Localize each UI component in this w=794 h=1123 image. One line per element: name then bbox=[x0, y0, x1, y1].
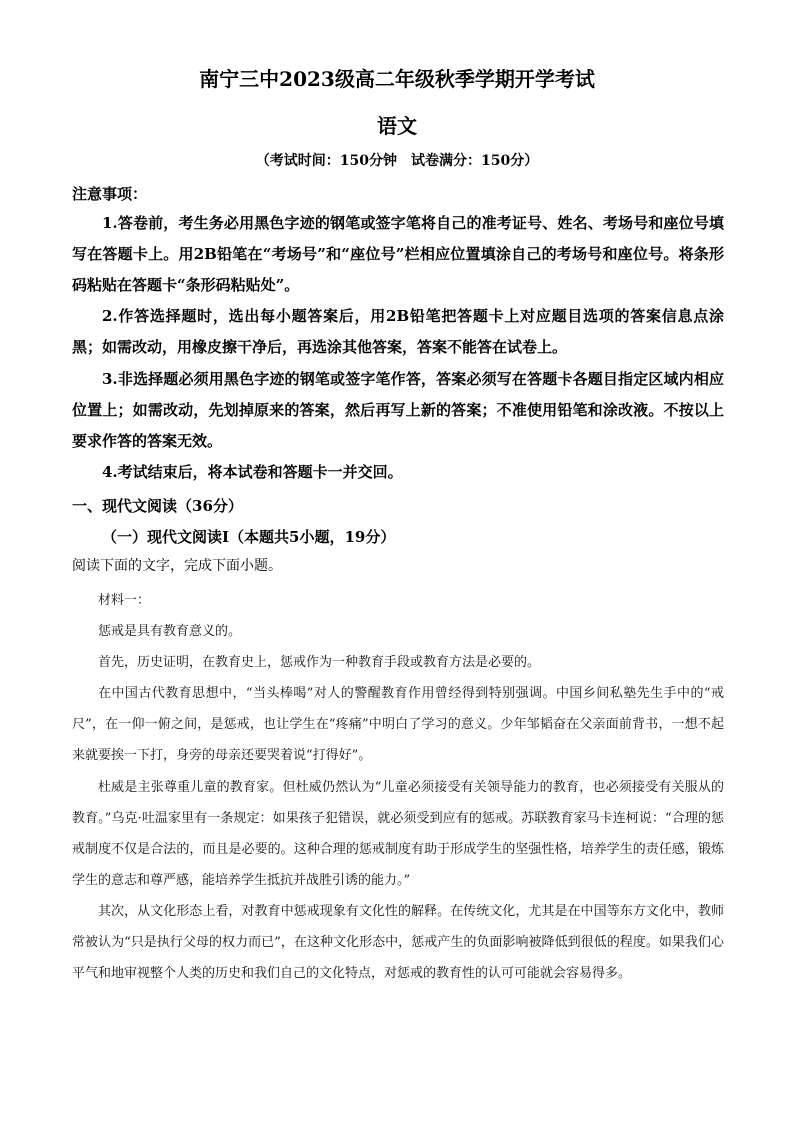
notice-heading: 注意事项： bbox=[72, 185, 148, 203]
exam-title: 南宁三中2023级高二年级秋季学期开学考试 bbox=[199, 67, 595, 91]
notice-item-3: 3.非选择题必须用黑色字迹的钢笔或签字笔作答，答案必须写在答题卡各题目指定区域内相应位置上；如需改动，先划掉原来的答案，然后再写上新的答案；不准使用铅笔和涂改液。不按以上要求作答的答案无效。 bbox=[72, 370, 724, 450]
material-paragraph: 其次，从文化形态上看，对教育中惩戒现象有文化性的解释。在传统文化，尤其是在中国等东方文化中，教师常被认为“只是执行父母的权力而已”，在这种文化形态中，惩戒产生的负面影响被降低到很低的程度。如果我们心平气和地审视整个人类的历史和我们自己的文化特点，对惩戒的教育性的认可可能就会容易得多。 bbox=[72, 904, 724, 981]
exam-info: （考试时间：150分钟 试卷满分：150分） bbox=[255, 153, 539, 169]
subject-title: 语文 bbox=[377, 114, 417, 138]
sub-section-heading: （一）现代文阅读Ⅰ（本题共5小题，19分） bbox=[102, 528, 396, 546]
material-paragraph: 惩戒是具有教育意义的。 bbox=[98, 624, 242, 639]
reading-instruction: 阅读下面的文字，完成下面小题。 bbox=[72, 558, 282, 574]
material-paragraph: 杜威是主张尊重儿童的教育家。但杜威仍然认为“儿童必须接受有关领导能力的教育，也必须接受有关服从的教育。”乌克·吐温家里有一条规定：如果孩子犯错误，就必须受到应有的惩戒。苏联教育家马卡连柯说：“合理的惩戒制度不仅是合法的，而且是必要的。这种合理的惩戒制度有助于形成学生的坚强性格，培养学生的责任感，锻炼学生的意志和尊严感，能培养学生抵抗并战胜引诱的能力。” bbox=[72, 780, 724, 888]
notice-item-4: 4.考试结束后，将本试卷和答题卡一并交回。 bbox=[102, 463, 403, 481]
notice-item-1: 1.答卷前，考生务必用黑色字迹的钢笔或签字笔将自己的准考证号、姓名、考场号和座位号填写在答题卡上。用2B铅笔在“考场号”和“座位号”栏相应位置填涂自己的考场号和座位号。将条形码粘贴在答题卡“条形码粘贴处”。 bbox=[72, 214, 724, 294]
material-paragraph: 首先，历史证明，在教育史上，惩戒作为一种教育手段或教育方法是必要的。 bbox=[98, 655, 541, 670]
material-label: 材料一： bbox=[98, 593, 151, 608]
section-heading: 一、现代文阅读（36分） bbox=[72, 497, 243, 515]
notice-item-2: 2.作答选择题时，选出每小题答案后，用2B铅笔把答题卡上对应题目选项的答案信息点涂黑；如需改动，用橡皮擦干净后，再选涂其他答案，答案不能答在试卷上。 bbox=[72, 307, 724, 356]
material-paragraph: 在中国古代教育思想中，“当头棒喝”对人的警醒教育作用曾经得到特别强调。中国乡间私塾先生手中的“戒尺”，在一仰一俯之间，是惩戒，也让学生在“疼痛”中明白了学习的意义。少年邹韬奋在父亲面前背书，一想不起来就要挨一下打，身旁的母亲还要哭着说“打得好”。 bbox=[72, 686, 724, 763]
